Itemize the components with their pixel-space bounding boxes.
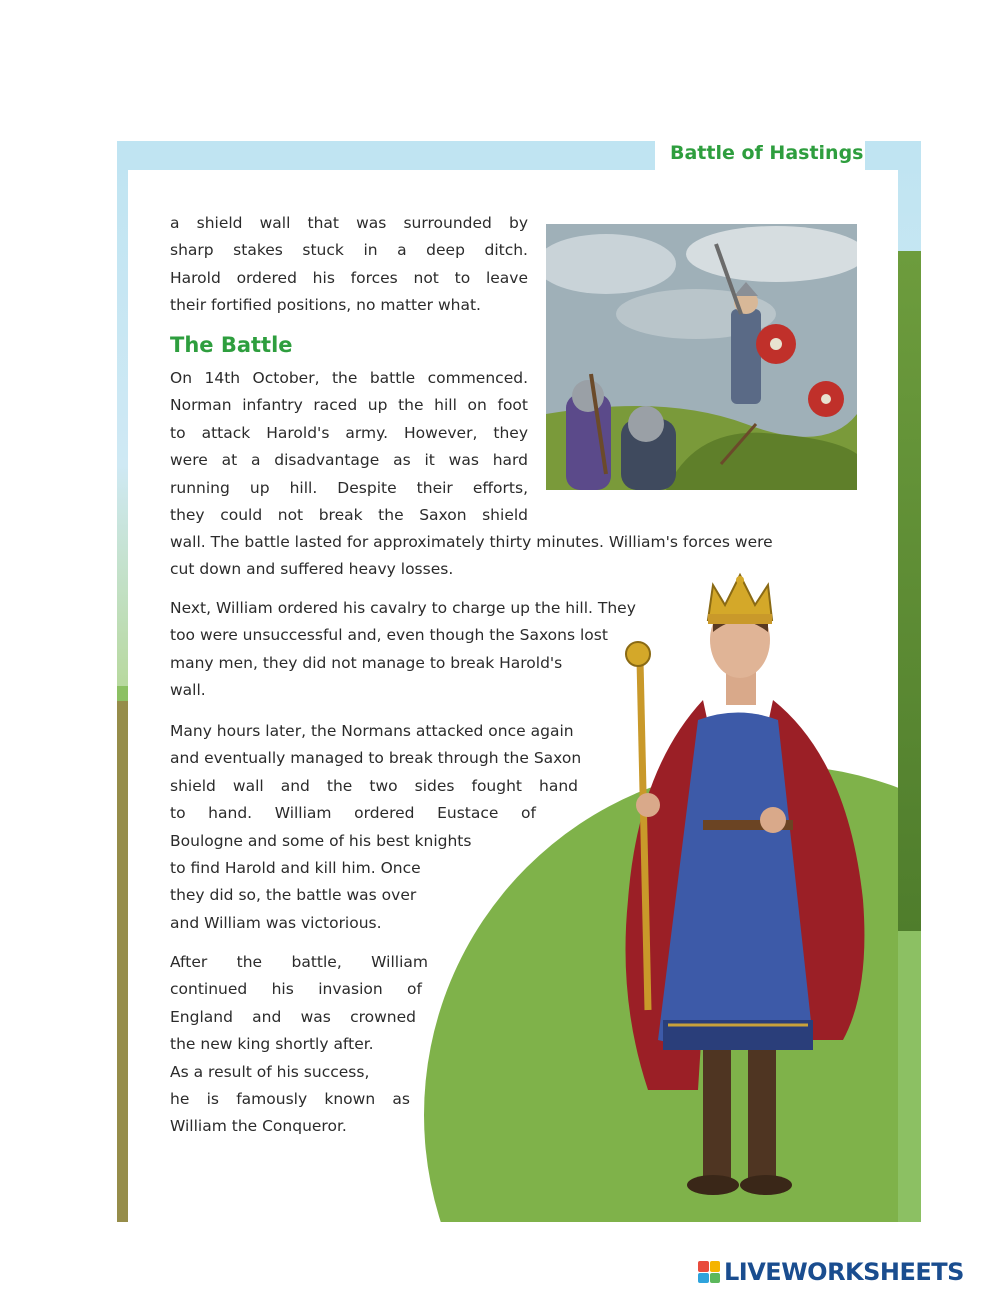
- text-line: he is famously known as: [170, 1090, 410, 1109]
- text-line: On 14th October, the battle commenced.: [170, 369, 528, 387]
- intro-paragraph: [170, 210, 528, 320]
- king-william-image: [608, 570, 868, 1222]
- text-line: their fortified positions, no matter what.: [170, 296, 481, 315]
- text-line: Next, William ordered his cavalry to charge up the hill. They: [170, 599, 636, 617]
- text-line: Boulogne and some of his best knights: [170, 831, 472, 850]
- page-title: Battle of Hastings: [670, 142, 864, 164]
- text-line: and eventually managed to break through the Saxon: [170, 749, 582, 768]
- text-line: William the Conqueror.: [170, 1117, 347, 1136]
- battle-paragraph-1: [170, 365, 528, 529]
- text-line: they did so, the battle was over: [170, 886, 417, 905]
- text-line: England and was crowned: [170, 1007, 416, 1026]
- text-line: Many hours later, the Normans attacked once again: [170, 722, 574, 740]
- liveworksheets-logo: [698, 1257, 964, 1287]
- battle-scene-image: [546, 224, 857, 490]
- text-line: many men, they did not manage to break Harold's: [170, 653, 563, 672]
- text-line: running up hill. Despite their efforts,: [170, 478, 528, 497]
- text-line: continued his invasion of: [170, 980, 422, 999]
- battle-paragraph-4: [170, 949, 430, 1141]
- text-line: wall.: [170, 681, 206, 700]
- battle-paragraph-3: [170, 718, 650, 937]
- text-line: they could not break the Saxon shield: [170, 506, 528, 525]
- king-illustration: [608, 570, 868, 1222]
- text-line: were at a disadvantage as it was hard: [170, 451, 528, 470]
- text-line: Harold ordered his forces not to leave: [170, 268, 528, 287]
- text-line: cut down and suffered heavy losses.: [170, 560, 454, 579]
- text-line: Norman infantry raced up the hill on foot: [170, 396, 528, 415]
- text-line: the new king shortly after.: [170, 1035, 374, 1054]
- section-heading: The Battle: [170, 333, 293, 357]
- text-line: shield wall and the two sides fought hand: [170, 776, 578, 795]
- text-line: and William was victorious.: [170, 913, 382, 932]
- text-line: After the battle, William: [170, 953, 428, 971]
- text-line: a shield wall that was surrounded by: [170, 214, 528, 232]
- text-line: As a result of his success,: [170, 1062, 370, 1081]
- logo-text: LIVEWORKSHEETS: [724, 1258, 964, 1286]
- battle-illustration: [546, 224, 857, 490]
- text-line: too were unsuccessful and, even though the Saxons lost: [170, 626, 608, 645]
- text-line: to hand. William ordered Eustace of: [170, 804, 536, 823]
- worksheet-page: [128, 170, 898, 1222]
- text-line: to find Harold and kill him. Once: [170, 859, 421, 878]
- battle-paragraph-2: [170, 595, 670, 705]
- text-line: sharp stakes stuck in a deep ditch.: [170, 241, 528, 260]
- text-line: to attack Harold's army. However, they: [170, 423, 528, 442]
- logo-icon: [698, 1261, 720, 1283]
- text-line: wall. The battle lasted for approximately thirty minutes. William's forces were: [170, 533, 773, 551]
